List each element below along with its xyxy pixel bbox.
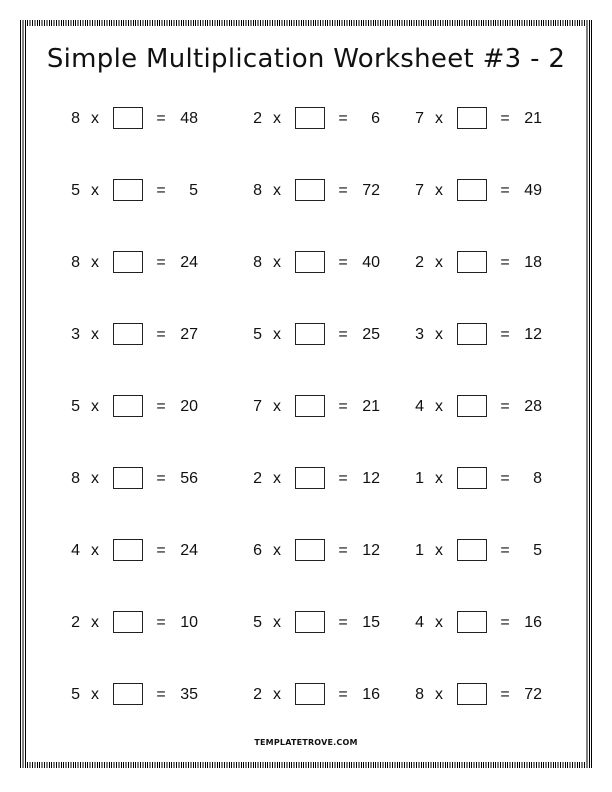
times-sign: x [91,326,99,343]
times-sign: x [273,254,281,271]
equals-sign: = [500,110,510,127]
product: 5 [533,542,542,559]
answer-box[interactable] [457,251,487,273]
problem-item [68,323,208,347]
equals-sign: = [156,542,166,559]
equals-sign: = [156,182,166,199]
times-sign: x [91,614,99,631]
factor: 5 [253,614,262,631]
times-sign: x [91,686,99,703]
answer-box[interactable] [113,251,143,273]
times-sign: x [435,470,443,487]
problem-item [412,539,552,563]
product: 12 [362,470,380,487]
times-sign: x [91,254,99,271]
equals-sign: = [500,470,510,487]
answer-box[interactable] [113,395,143,417]
problem-item [412,251,552,275]
answer-box[interactable] [295,251,325,273]
equals-sign: = [156,614,166,631]
product: 25 [362,326,380,343]
factor: 5 [71,398,80,415]
product: 10 [180,614,198,631]
answer-box[interactable] [295,467,325,489]
equals-sign: = [500,542,510,559]
equals-sign: = [156,110,166,127]
product: 20 [180,398,198,415]
answer-box[interactable] [295,683,325,705]
problem-item [250,323,390,347]
answer-box[interactable] [295,179,325,201]
problem-item [412,179,552,203]
problem-item [250,683,390,707]
problem-item [68,539,208,563]
product: 6 [371,110,380,127]
product: 48 [180,110,198,127]
equals-sign: = [338,686,348,703]
times-sign: x [91,470,99,487]
answer-box[interactable] [113,611,143,633]
factor: 8 [71,110,80,127]
times-sign: x [435,326,443,343]
factor: 4 [71,542,80,559]
product: 15 [362,614,380,631]
times-sign: x [273,686,281,703]
answer-box[interactable] [457,395,487,417]
equals-sign: = [500,686,510,703]
answer-box[interactable] [113,467,143,489]
problem-item [250,107,390,131]
answer-box[interactable] [457,107,487,129]
times-sign: x [435,110,443,127]
answer-box[interactable] [457,683,487,705]
equals-sign: = [338,398,348,415]
times-sign: x [435,182,443,199]
equals-sign: = [156,326,166,343]
problem-item [68,251,208,275]
product: 5 [189,182,198,199]
times-sign: x [435,254,443,271]
product: 72 [524,686,542,703]
times-sign: x [435,398,443,415]
factor: 2 [253,470,262,487]
equals-sign: = [500,398,510,415]
problem-item [250,395,390,419]
times-sign: x [91,398,99,415]
problem-item [250,611,390,635]
factor: 1 [415,470,424,487]
factor: 3 [71,326,80,343]
equals-sign: = [338,470,348,487]
equals-sign: = [500,182,510,199]
product: 12 [362,542,380,559]
factor: 7 [415,182,424,199]
factor: 2 [253,110,262,127]
answer-box[interactable] [295,539,325,561]
product: 24 [180,542,198,559]
equals-sign: = [156,470,166,487]
equals-sign: = [156,254,166,271]
page-title: Simple Multiplication Worksheet #3 - 2 [46,44,566,74]
times-sign: x [91,542,99,559]
answer-box[interactable] [295,395,325,417]
problem-item [412,323,552,347]
equals-sign: = [500,614,510,631]
problem-item [250,539,390,563]
product: 56 [180,470,198,487]
times-sign: x [273,398,281,415]
equals-sign: = [500,254,510,271]
answer-box[interactable] [113,323,143,345]
times-sign: x [273,326,281,343]
times-sign: x [273,470,281,487]
product: 18 [524,254,542,271]
problem-item [412,107,552,131]
factor: 8 [71,470,80,487]
product: 27 [180,326,198,343]
factor: 4 [415,398,424,415]
factor: 1 [415,542,424,559]
times-sign: x [91,182,99,199]
product: 40 [362,254,380,271]
answer-box[interactable] [457,539,487,561]
product: 8 [533,470,542,487]
answer-box[interactable] [113,179,143,201]
site-credit: TEMPLATETROVE.COM [254,738,358,747]
equals-sign: = [338,110,348,127]
times-sign: x [273,614,281,631]
answer-box[interactable] [113,539,143,561]
factor: 7 [253,398,262,415]
factor: 6 [253,542,262,559]
problem-item [68,395,208,419]
times-sign: x [91,110,99,127]
times-sign: x [273,182,281,199]
problem-item [250,467,390,491]
factor: 8 [71,254,80,271]
equals-sign: = [338,542,348,559]
equals-sign: = [338,254,348,271]
equals-sign: = [338,614,348,631]
factor: 3 [415,326,424,343]
factor: 5 [71,182,80,199]
product: 72 [362,182,380,199]
factor: 8 [415,686,424,703]
problem-item [68,683,208,707]
answer-box[interactable] [295,611,325,633]
answer-box[interactable] [295,323,325,345]
factor: 2 [253,686,262,703]
answer-box[interactable] [113,683,143,705]
product: 24 [180,254,198,271]
factor: 2 [415,254,424,271]
product: 35 [180,686,198,703]
equals-sign: = [338,182,348,199]
product: 16 [362,686,380,703]
product: 21 [362,398,380,415]
factor: 7 [415,110,424,127]
problem-item [412,611,552,635]
problem-item [68,179,208,203]
times-sign: x [435,542,443,559]
answer-box[interactable] [457,179,487,201]
factor: 8 [253,254,262,271]
problem-item [250,179,390,203]
problem-item [250,251,390,275]
product: 28 [524,398,542,415]
factor: 5 [71,686,80,703]
problem-item [68,611,208,635]
product: 16 [524,614,542,631]
product: 49 [524,182,542,199]
equals-sign: = [156,686,166,703]
problem-item [412,683,552,707]
equals-sign: = [500,326,510,343]
answer-box[interactable] [295,107,325,129]
times-sign: x [435,614,443,631]
answer-box[interactable] [457,323,487,345]
answer-box[interactable] [113,107,143,129]
problem-item [412,395,552,419]
problem-item [68,467,208,491]
problem-item [68,107,208,131]
times-sign: x [273,110,281,127]
times-sign: x [273,542,281,559]
equals-sign: = [156,398,166,415]
product: 12 [524,326,542,343]
factor: 4 [415,614,424,631]
product: 21 [524,110,542,127]
equals-sign: = [338,326,348,343]
factor: 5 [253,326,262,343]
problem-item [412,467,552,491]
answer-box[interactable] [457,611,487,633]
times-sign: x [435,686,443,703]
factor: 2 [71,614,80,631]
factor: 8 [253,182,262,199]
answer-box[interactable] [457,467,487,489]
